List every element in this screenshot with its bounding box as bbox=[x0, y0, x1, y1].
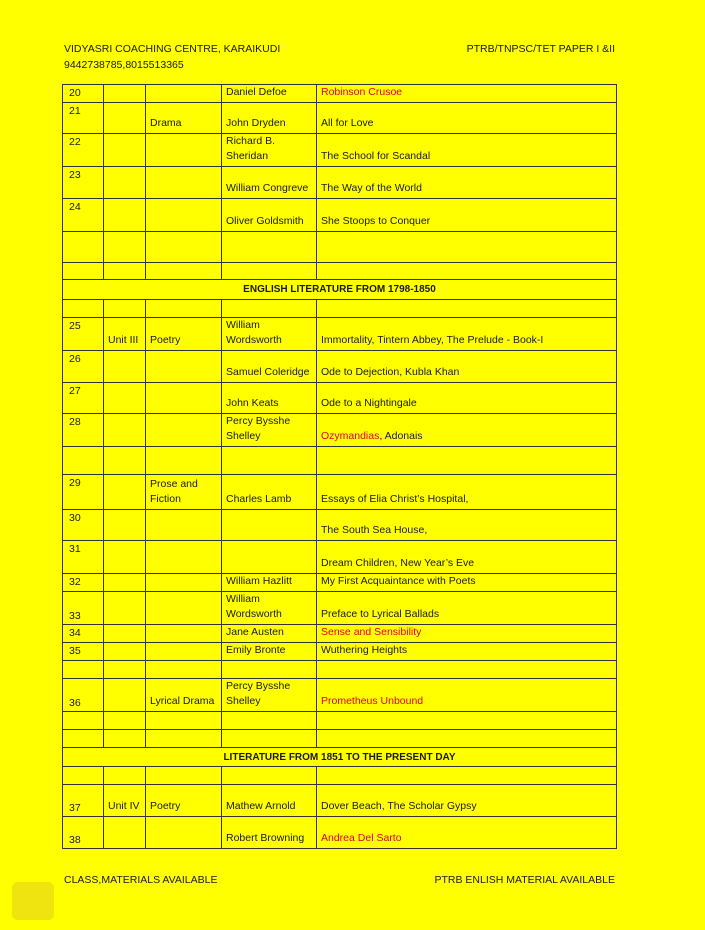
work-cell: Prometheus Unbound bbox=[317, 679, 617, 712]
section-row bbox=[63, 748, 617, 767]
table-row bbox=[63, 817, 617, 849]
table-row bbox=[63, 592, 617, 625]
row-number: 25 bbox=[63, 318, 104, 351]
row-number: 20 bbox=[63, 85, 104, 103]
author-cell: Charles Lamb bbox=[222, 475, 317, 510]
table-row bbox=[63, 510, 617, 541]
empty-row bbox=[63, 712, 617, 730]
row-number: 35 bbox=[63, 643, 104, 661]
work-cell: All for Love bbox=[317, 103, 617, 134]
work-cell: Sense and Sensibility bbox=[317, 625, 617, 643]
work-cell: She Stoops to Conquer bbox=[317, 199, 617, 232]
row-number: 33 bbox=[63, 592, 104, 625]
author-cell: Emily Bronte bbox=[222, 643, 317, 661]
table-row bbox=[63, 574, 617, 592]
org-name: VIDYASRI COACHING CENTRE, KARAIKUDI bbox=[64, 43, 281, 55]
work-cell: Robinson Crusoe bbox=[317, 85, 617, 103]
row-number: 36 bbox=[63, 679, 104, 712]
empty-row bbox=[63, 300, 617, 318]
footer-right: PTRB ENLISH MATERIAL AVAILABLE bbox=[434, 874, 615, 886]
empty-row bbox=[63, 263, 617, 280]
work-cell: Dover Beach, The Scholar Gypsy bbox=[317, 785, 617, 817]
author-cell: Daniel Defoe bbox=[222, 85, 317, 103]
work-cell: Dream Children, New Year’s Eve bbox=[317, 541, 617, 574]
work-cell bbox=[317, 414, 617, 447]
work-cell: Wuthering Heights bbox=[317, 643, 617, 661]
row-number: 29 bbox=[63, 475, 104, 510]
work-cell: Preface to Lyrical Ballads bbox=[317, 592, 617, 625]
table-row bbox=[63, 199, 617, 232]
genre-cell: Poetry bbox=[146, 318, 222, 351]
row-number: 27 bbox=[63, 383, 104, 414]
table-row bbox=[63, 414, 617, 447]
work-cell: Ode to Dejection, Kubla Khan bbox=[317, 351, 617, 383]
table-row bbox=[63, 134, 617, 167]
table-row bbox=[63, 318, 617, 351]
table-row bbox=[63, 85, 617, 103]
author-cell: William Congreve bbox=[222, 167, 317, 199]
section-heading-1851-present: LITERATURE FROM 1851 TO THE PRESENT DAY bbox=[63, 748, 617, 767]
author-cell: William Wordsworth bbox=[222, 318, 317, 351]
row-number: 22 bbox=[63, 134, 104, 167]
empty-row bbox=[63, 661, 617, 679]
work-rest: , Adonais bbox=[379, 430, 423, 442]
table-row bbox=[63, 167, 617, 199]
work-cell: The School for Scandal bbox=[317, 134, 617, 167]
unit-cell: Unit IV bbox=[104, 785, 146, 817]
author-cell: Mathew Arnold bbox=[222, 785, 317, 817]
table-row bbox=[63, 785, 617, 817]
row-number: 34 bbox=[63, 625, 104, 643]
genre-cell: Poetry bbox=[146, 785, 222, 817]
work-highlight: Ozymandias bbox=[321, 430, 380, 442]
work-cell: My First Acquaintance with Poets bbox=[317, 574, 617, 592]
author-cell: John Keats bbox=[222, 383, 317, 414]
author-cell: Jane Austen bbox=[222, 625, 317, 643]
author-cell: William Wordsworth bbox=[222, 592, 317, 625]
row-number: 37 bbox=[63, 785, 104, 817]
genre-cell: Prose and Fiction bbox=[146, 475, 222, 510]
table-row bbox=[63, 541, 617, 574]
author-cell: Samuel Coleridge bbox=[222, 351, 317, 383]
table-row bbox=[63, 383, 617, 414]
work-cell: The Way of the World bbox=[317, 167, 617, 199]
work-cell: Andrea Del Sarto bbox=[317, 817, 617, 849]
row-number: 28 bbox=[63, 414, 104, 447]
work-cell: Ode to a Nightingale bbox=[317, 383, 617, 414]
genre-cell: Lyrical Drama bbox=[146, 679, 222, 712]
empty-row bbox=[63, 447, 617, 475]
empty-row bbox=[63, 730, 617, 748]
work-cell: Essays of Elia Christ’s Hospital, bbox=[317, 475, 617, 510]
footer-left: CLASS,MATERIALS AVAILABLE bbox=[64, 874, 218, 886]
work-cell: The South Sea House, bbox=[317, 510, 617, 541]
phone-numbers: 9442738785,8015513365 bbox=[64, 59, 184, 71]
author-cell: Richard B. Sheridan bbox=[222, 134, 317, 167]
table-row bbox=[63, 351, 617, 383]
table-row bbox=[63, 643, 617, 661]
empty-row bbox=[63, 767, 617, 785]
author-cell: Oliver Goldsmith bbox=[222, 199, 317, 232]
work-cell: Immortality, Tintern Abbey, The Prelude - Book-I bbox=[317, 318, 617, 351]
table-row bbox=[63, 625, 617, 643]
corner-overlay-button[interactable] bbox=[12, 882, 54, 920]
row-number: 32 bbox=[63, 574, 104, 592]
row-number: 26 bbox=[63, 351, 104, 383]
empty-row bbox=[63, 232, 617, 263]
row-number: 21 bbox=[63, 103, 104, 134]
genre-cell: Drama bbox=[146, 103, 222, 134]
row-number: 31 bbox=[63, 541, 104, 574]
author-cell: Robert Browning bbox=[222, 817, 317, 849]
author-cell: William Hazlitt bbox=[222, 574, 317, 592]
table-row bbox=[63, 475, 617, 510]
row-number: 38 bbox=[63, 817, 104, 849]
row-number: 24 bbox=[63, 199, 104, 232]
author-cell: John Dryden bbox=[222, 103, 317, 134]
table-row bbox=[63, 103, 617, 134]
exam-title: PTRB/TNPSC/TET PAPER I &II bbox=[466, 43, 615, 55]
literature-table bbox=[62, 84, 617, 849]
unit-cell: Unit III bbox=[104, 318, 146, 351]
row-number: 30 bbox=[63, 510, 104, 541]
row-number: 23 bbox=[63, 167, 104, 199]
table-row bbox=[63, 679, 617, 712]
author-cell: Percy Bysshe Shelley bbox=[222, 679, 317, 712]
section-heading-1798-1850: ENGLISH LITERATURE FROM 1798-1850 bbox=[63, 280, 617, 300]
section-row bbox=[63, 280, 617, 300]
author-cell: Percy Bysshe Shelley bbox=[222, 414, 317, 447]
